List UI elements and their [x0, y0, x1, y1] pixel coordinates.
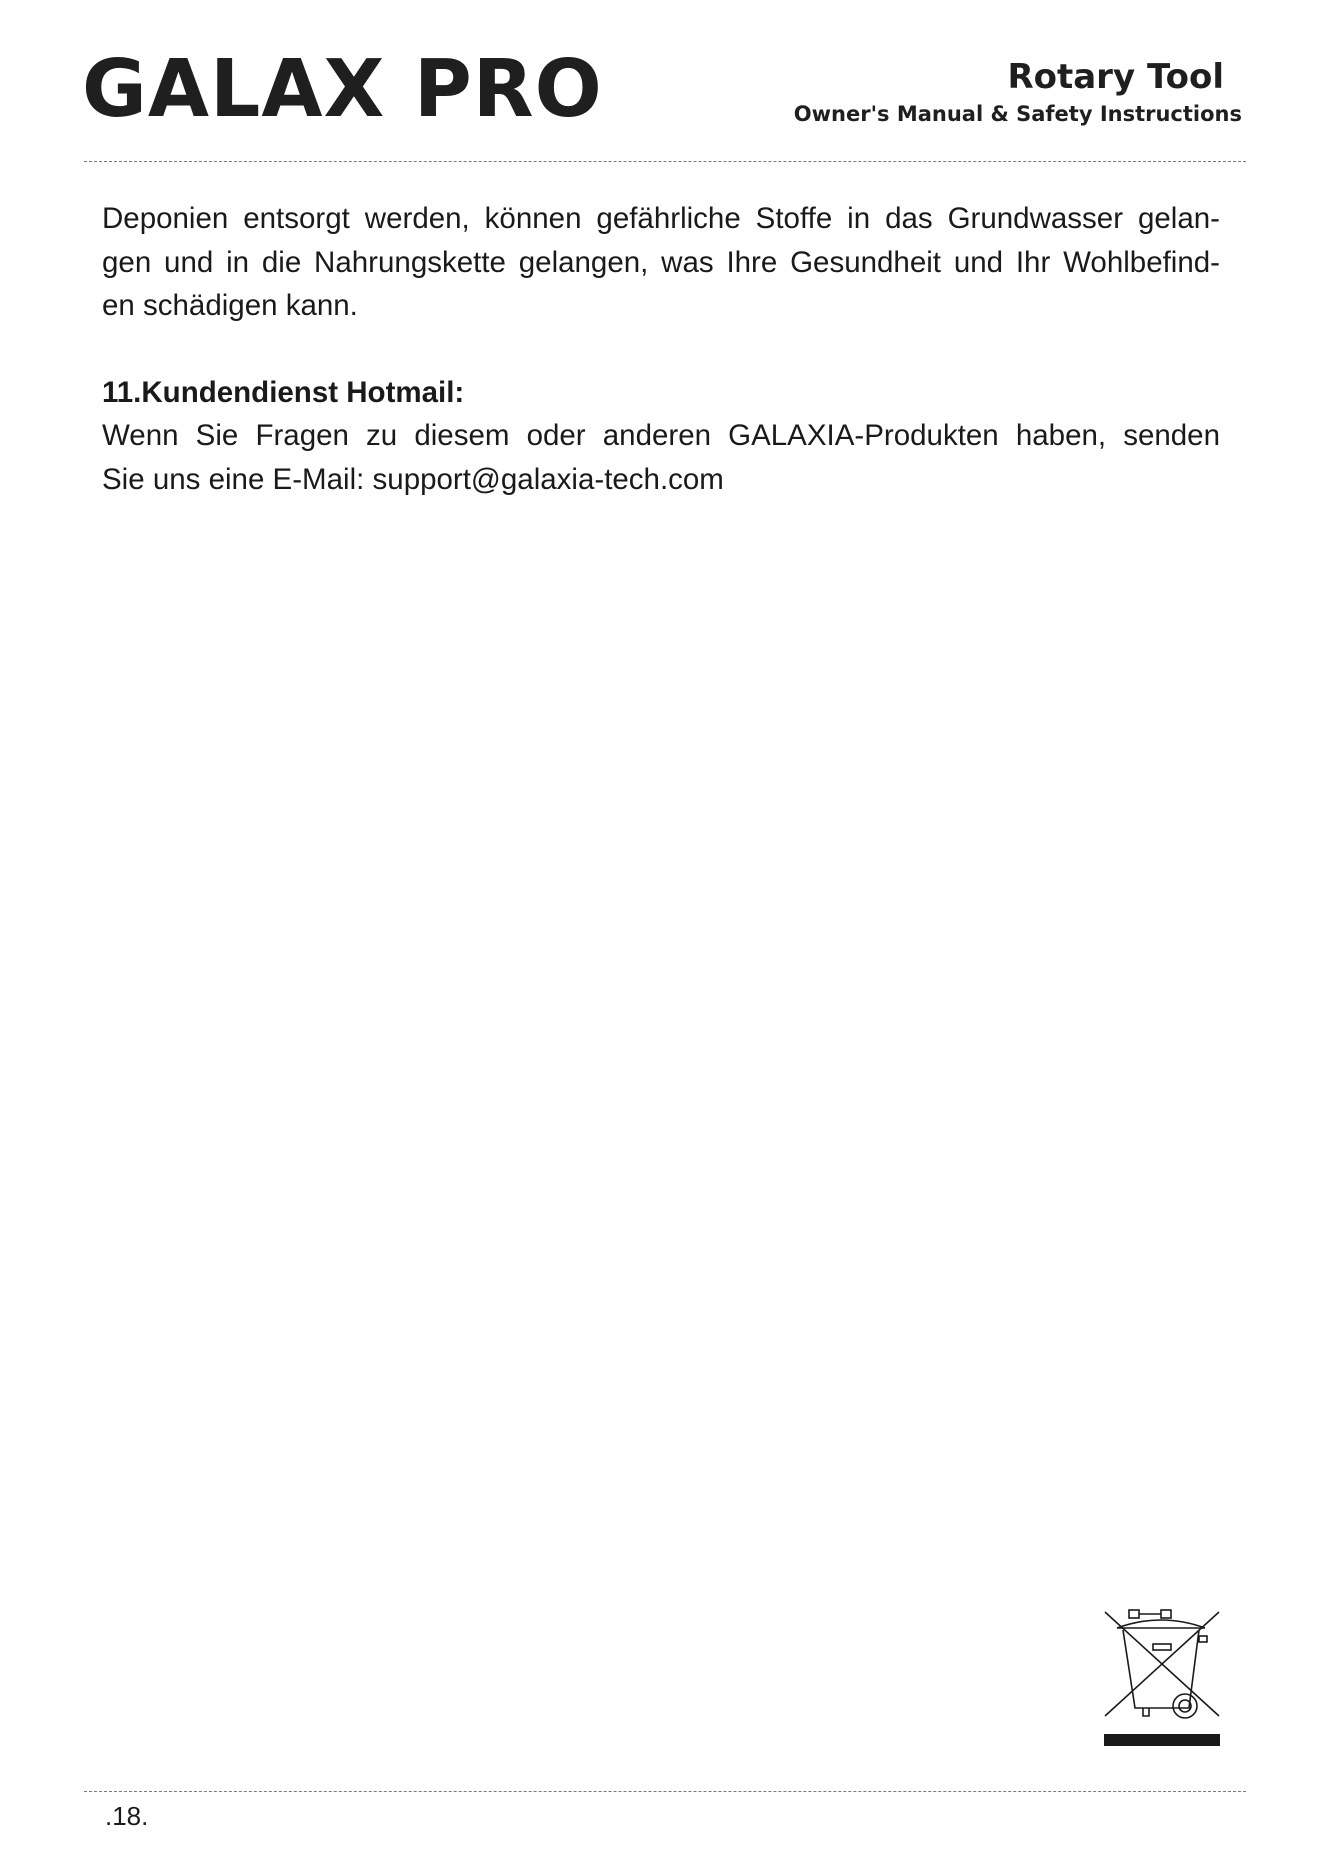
page-number: .18.: [105, 1801, 149, 1831]
footer-divider: [84, 1791, 1246, 1792]
paragraph-line: en schädigen kann.: [102, 289, 358, 322]
paragraph-line: Sie uns eine E-Mail: support@galaxia-tech.com: [102, 462, 724, 496]
disposal-paragraph: [102, 197, 1220, 328]
document-title: Rotary Tool: [1007, 57, 1224, 97]
customer-service-paragraph: [102, 414, 1220, 501]
page-content: [102, 197, 1220, 501]
paragraph-line: gen und in die Nahrungskette gelangen, was Ihre Gesundheit und Ihr Wohlbefind-: [102, 245, 1220, 279]
section-heading: 11.Kundendienst Hotmail:: [102, 375, 465, 409]
crossed-out-wheelie-bin-icon: [1103, 1608, 1221, 1748]
paragraph-line: Wenn Sie Fragen zu diesem oder anderen GALAXIA-Produkten haben, senden: [102, 419, 1220, 452]
document-subtitle: Owner's Manual & Safety Instructions: [793, 102, 1242, 126]
paragraph-line: Deponien entsorgt werden, können gefährliche Stoffe in das Grundwasser gelan-: [102, 202, 1220, 235]
brand-logo: GALAX PRO: [82, 43, 603, 135]
header-divider: [84, 161, 1246, 162]
